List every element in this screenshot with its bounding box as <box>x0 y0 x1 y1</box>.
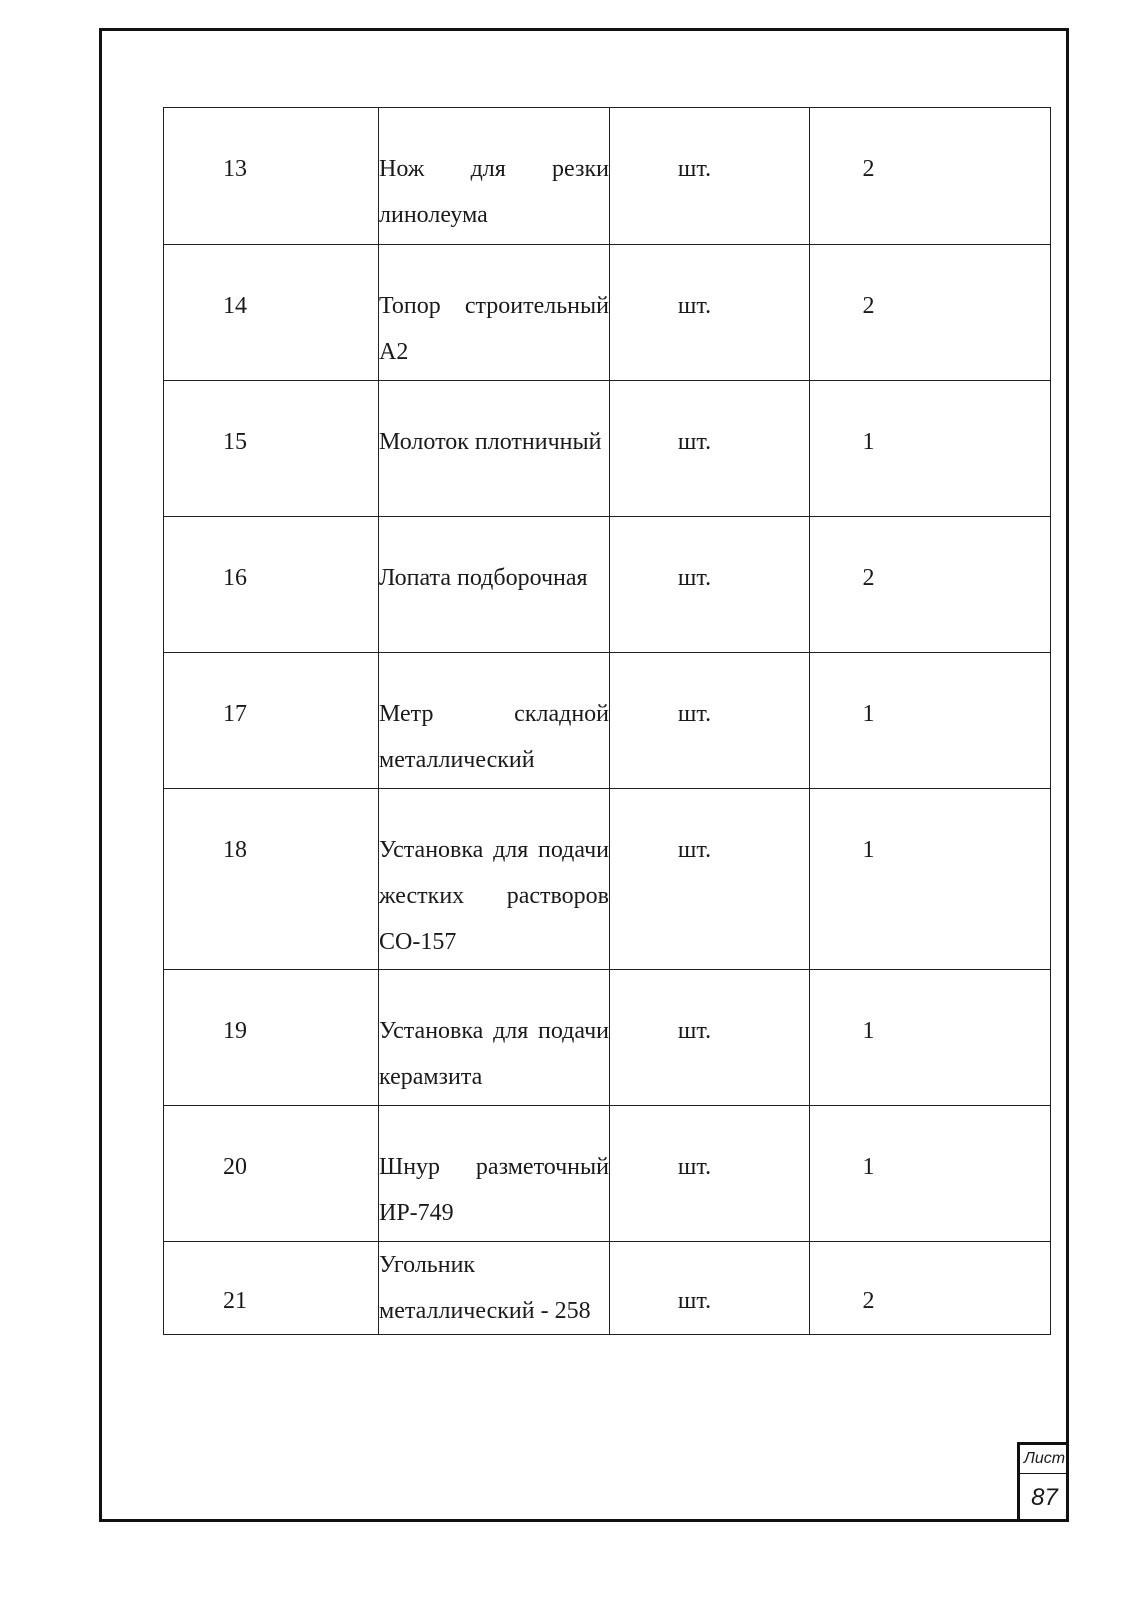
table-row <box>164 108 1051 245</box>
unit-cell: шт. <box>610 381 810 517</box>
item-name-cell: Метр складной металлический <box>379 653 610 789</box>
equipment-table <box>163 107 1051 1335</box>
table-row <box>164 653 1051 789</box>
item-name-cell: Угольник металлический - 258 <box>379 1242 610 1335</box>
row-number-cell: 18 <box>164 789 379 970</box>
quantity-cell: 1 <box>810 970 1051 1106</box>
quantity-cell: 1 <box>810 381 1051 517</box>
row-number-cell: 19 <box>164 970 379 1106</box>
item-name-cell: Шнур разметочный ИР-749 <box>379 1106 610 1242</box>
quantity-cell: 1 <box>810 653 1051 789</box>
unit-cell: шт. <box>610 245 810 381</box>
row-number-cell: 20 <box>164 1106 379 1242</box>
unit-cell: шт. <box>610 970 810 1106</box>
quantity-cell: 1 <box>810 1106 1051 1242</box>
quantity-cell: 2 <box>810 108 1051 245</box>
unit-cell: шт. <box>610 108 810 245</box>
row-number-cell: 14 <box>164 245 379 381</box>
table-row <box>164 517 1051 653</box>
unit-cell: шт. <box>610 517 810 653</box>
row-number-cell: 17 <box>164 653 379 789</box>
unit-cell: шт. <box>610 1242 810 1335</box>
sheet-stamp <box>1017 1442 1069 1522</box>
quantity-cell: 2 <box>810 517 1051 653</box>
item-name-cell: Установка для подачи жестких растворов СО-157 <box>379 789 610 970</box>
row-number-cell: 16 <box>164 517 379 653</box>
sheet-label: Лист <box>1020 1445 1069 1474</box>
item-name-cell: Топор строительный А2 <box>379 245 610 381</box>
quantity-cell: 2 <box>810 1242 1051 1335</box>
quantity-cell: 2 <box>810 245 1051 381</box>
quantity-cell: 1 <box>810 789 1051 970</box>
unit-cell: шт. <box>610 789 810 970</box>
row-number-cell: 21 <box>164 1242 379 1335</box>
table-row <box>164 789 1051 970</box>
table-row <box>164 381 1051 517</box>
table-row <box>164 1242 1051 1335</box>
row-number-cell: 13 <box>164 108 379 245</box>
unit-cell: шт. <box>610 1106 810 1242</box>
row-number-cell: 15 <box>164 381 379 517</box>
table-row <box>164 1106 1051 1242</box>
item-name-cell: Установка для подачи керамзита <box>379 970 610 1106</box>
item-name-cell: Нож для резки линолеума <box>379 108 610 245</box>
unit-cell: шт. <box>610 653 810 789</box>
table-row <box>164 970 1051 1106</box>
item-name-cell: Лопата подборочная <box>379 517 610 653</box>
sheet-number: 87 <box>1031 1484 1058 1511</box>
item-name-cell: Молоток плотничный <box>379 381 610 517</box>
table-row <box>164 245 1051 381</box>
